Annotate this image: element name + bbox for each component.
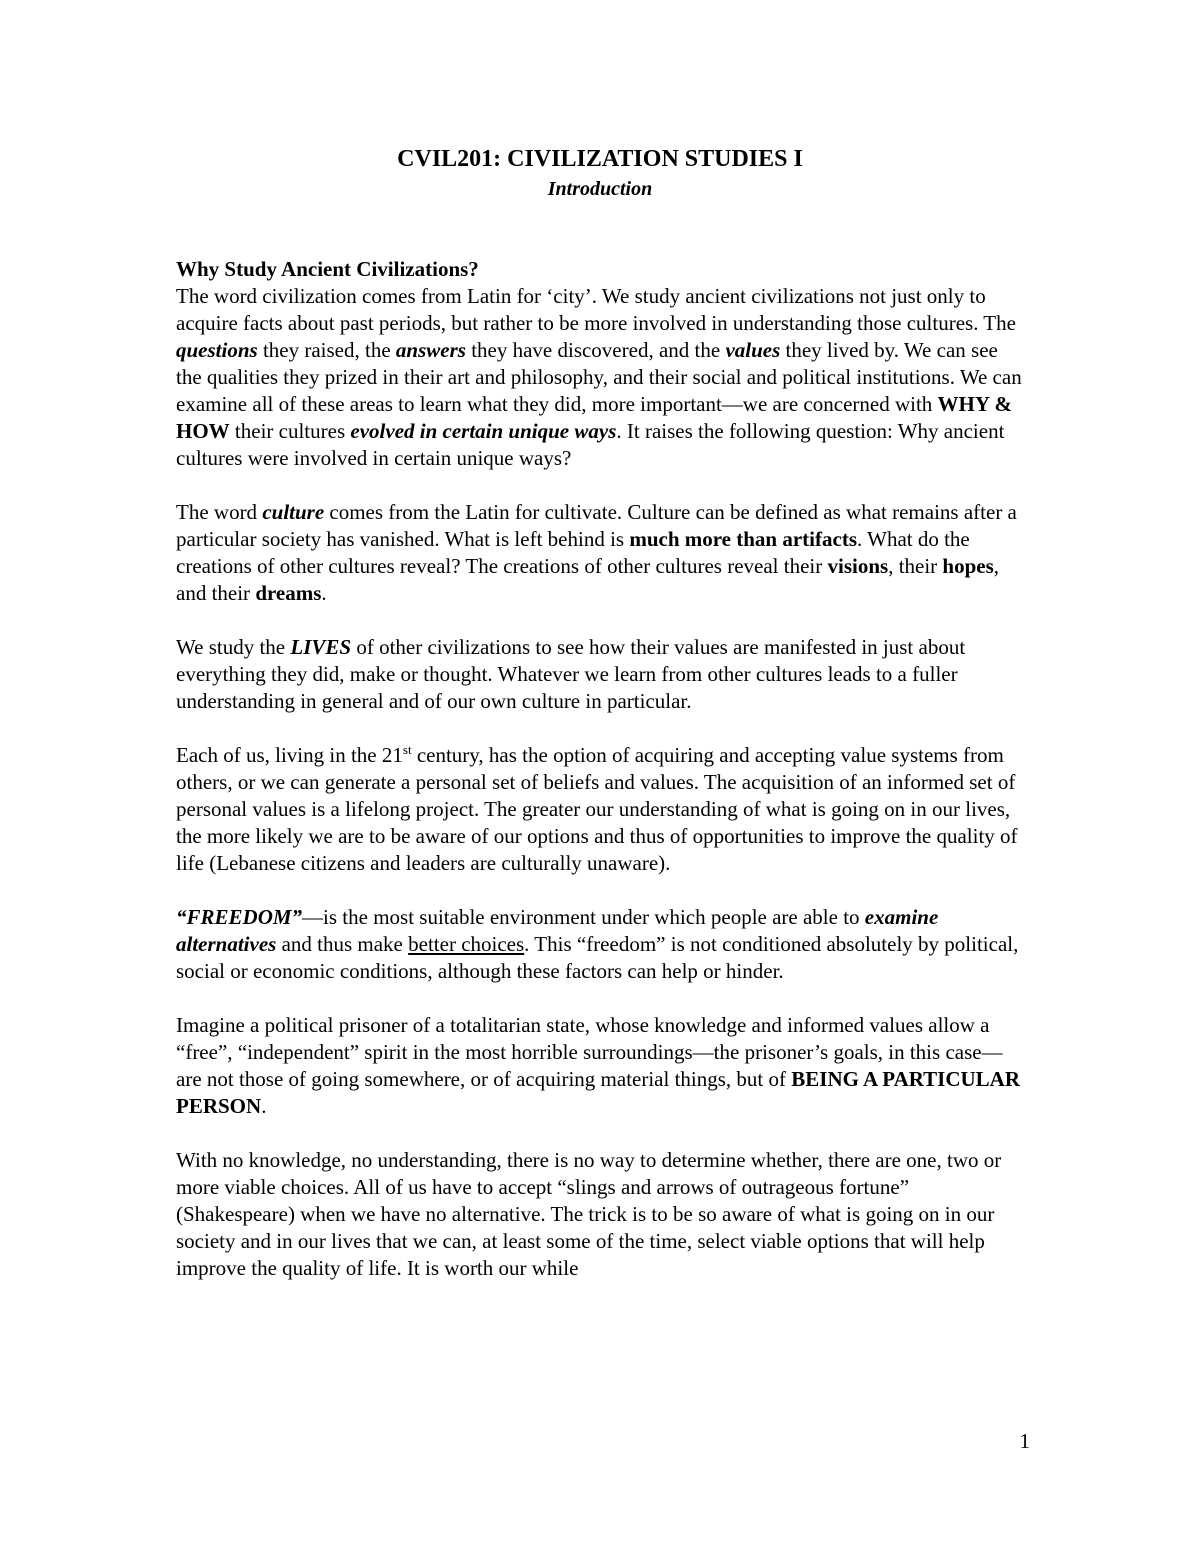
- paragraph-text: they lived by. We can see the qualities they prized in their art and philosophy, and their social and political institutions. We can examine all of these areas to learn what they did, more important—we are concerned with: [176, 338, 1022, 416]
- paragraph-text: We study the: [176, 635, 291, 659]
- emphasis-lives: LIVES: [290, 635, 352, 659]
- paragraph-spacer: [176, 715, 1026, 742]
- paragraph-text: , and their: [176, 554, 1000, 605]
- paragraph-text: —is the most suitable environment under which people are able to: [302, 905, 865, 929]
- paragraph-text: The word: [176, 500, 263, 524]
- paragraph-freedom: [176, 904, 1026, 985]
- paragraph-21st-century: [176, 742, 1026, 877]
- paragraph-text: The word civilization comes from Latin for ‘city’. We study ancient civilizations not just only to acquire facts about past periods, but rather to be more involved in understanding those cultures. The: [176, 284, 1016, 335]
- paragraph-text: With no knowledge, no understanding, there is no way to determine whether, there are one, two or more viable choices. All of us have to accept “slings and arrows of outrageous fortune” (Shakespeare) when we have no alternative. The trick is to be so aware of what is going on in our society and in our lives that we can, at least some of the time, select viable options that will help improve the quality of life. It is worth our while: [176, 1148, 1002, 1280]
- paragraph-spacer: [176, 607, 1026, 634]
- paragraph-text: they have discovered, and the: [465, 338, 726, 362]
- paragraph-text: century, has the option of acquiring and accepting value systems from others, or we can generate a personal set of beliefs and values. The acquisition of an informed set of personal values is a lifelong project. The greater our understanding of what is going on in our lives, the more likely we are to be aware of our options and thus of opportunities to improve the quality of life (Lebanese citizens and leaders are culturally unaware).: [176, 743, 1018, 875]
- paragraph-spacer: [176, 985, 1026, 1012]
- paragraph-text: . It raises the following question: Why ancient cultures were involved in certain unique ways?: [176, 419, 1005, 470]
- emphasis-examine-alternatives: examine alternatives: [176, 905, 939, 956]
- bold-hopes: hopes: [942, 554, 994, 578]
- paragraph-lives: [176, 634, 1026, 715]
- paragraph-knowledge: [176, 1147, 1026, 1282]
- paragraph-text: they raised, the: [257, 338, 396, 362]
- page-number: 1: [1019, 1429, 1030, 1453]
- paragraph-text: comes from the Latin for cultivate. Culture can be defined as what remains after a particular society has vanished. What is left behind is: [176, 500, 1017, 551]
- paragraph-text: .: [321, 581, 327, 605]
- emphasis-answers: answers: [395, 338, 466, 362]
- document-subtitle: Introduction: [547, 178, 653, 200]
- bold-dreams: dreams: [255, 581, 322, 605]
- emphasis-freedom: “FREEDOM”: [176, 905, 303, 929]
- emphasis-values: values: [725, 338, 781, 362]
- document-title: CVIL201: CIVILIZATION STUDIES I: [397, 146, 803, 172]
- document-body: [176, 256, 1026, 1282]
- bold-much-more: much more than artifacts: [629, 527, 857, 551]
- bold-visions: visions: [827, 554, 889, 578]
- bold-particular-person: BEING A PARTICULAR PERSON: [176, 1067, 1021, 1118]
- paragraph-spacer: [176, 1120, 1026, 1147]
- paragraph-text: .: [261, 1094, 267, 1118]
- paragraph-culture: [176, 499, 1026, 607]
- paragraph-text: . This “freedom” is not conditioned absolutely by political, social or economic conditions, although these factors can help or hinder.: [176, 932, 1019, 983]
- section-heading: Why Study Ancient Civilizations?: [176, 257, 479, 281]
- paragraph-text: and thus make: [276, 932, 409, 956]
- paragraph-text: of other civilizations to see how their values are manifested in just about everything they did, make or thought. Whatever we learn from other cultures leads to a fuller understanding in general and of our own culture in particular.: [176, 635, 966, 713]
- paragraph-text: Each of us, living in the 21: [176, 743, 403, 767]
- paragraph-text: their cultures: [229, 419, 351, 443]
- emphasis-evolved: evolved in certain unique ways: [350, 419, 617, 443]
- bold-why-how: WHY & HOW: [176, 392, 1013, 443]
- paragraph-spacer: [176, 472, 1026, 499]
- paragraph-text: Imagine a political prisoner of a totalitarian state, whose knowledge and informed values allow a “free”, “independent” spirit in the most horrible surroundings—the prisoner’s goals, in this case—are not those of going somewhere, or of acquiring material things, but of: [176, 1013, 1003, 1091]
- paragraph-prisoner: [176, 1012, 1026, 1120]
- paragraph-text: , their: [888, 554, 943, 578]
- paragraph-spacer: [176, 877, 1026, 904]
- paragraph-why-study: [176, 283, 1026, 472]
- ordinal-superscript: st: [402, 742, 412, 757]
- paragraph-text: . What do the creations of other cultures reveal? The creations of other cultures reveal their: [176, 527, 970, 578]
- emphasis-culture: culture: [262, 500, 325, 524]
- underline-better-choices: better choices: [408, 932, 525, 956]
- emphasis-questions: questions: [176, 338, 258, 362]
